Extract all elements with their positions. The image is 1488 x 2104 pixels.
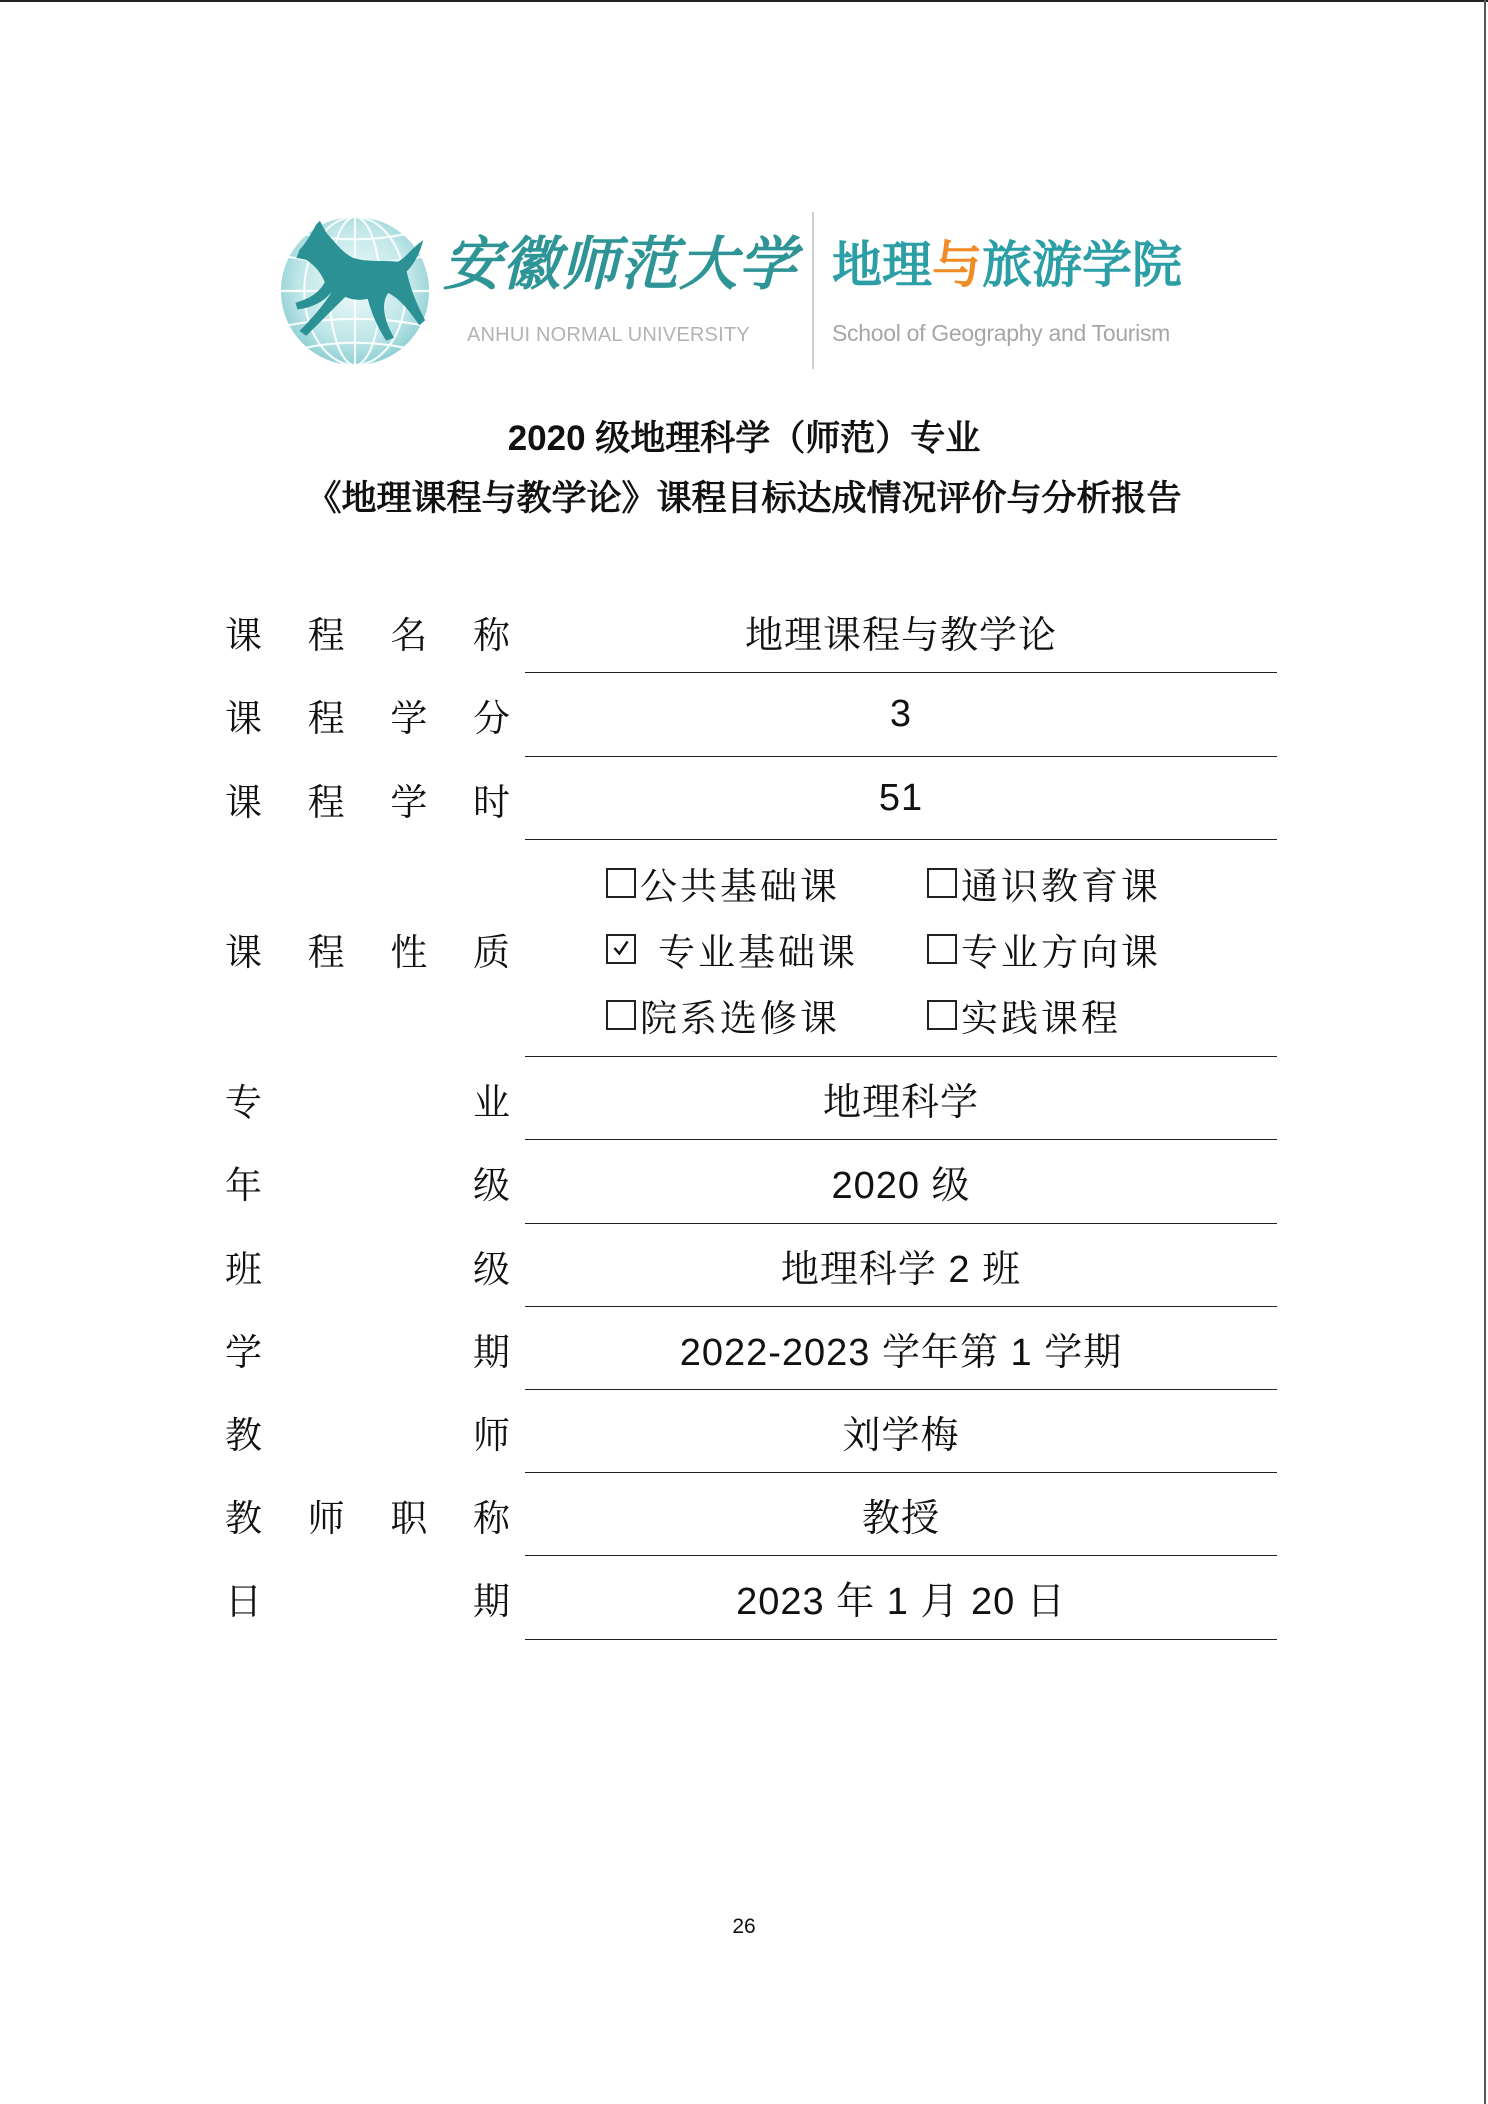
course-hours-value: 51 [525, 757, 1277, 840]
field-label [225, 1057, 510, 1140]
grade-value: 2020 级 [525, 1140, 1277, 1224]
university-name-calligraphy: 安徽师范大学 [443, 230, 798, 298]
checkbox-icon [606, 934, 636, 964]
row-teacher [225, 1390, 1277, 1473]
label-char: 程 [307, 699, 345, 740]
option-public-foundation [606, 850, 927, 916]
option-practice-course [927, 982, 1227, 1048]
report-title-line-2: 《地理课程与教学论》课程目标达成情况评价与分析报告 [306, 479, 1182, 518]
label-char: 称 [472, 615, 510, 657]
page-number: 26 [732, 1915, 756, 1938]
label-char: 学 [390, 782, 428, 824]
checkbox-icon [927, 868, 957, 898]
date-value: 2023 年 1 月 20 日 [525, 1556, 1277, 1640]
label-char: 专 [225, 1082, 262, 1124]
label-char: 学 [225, 1332, 262, 1374]
field-label [225, 1556, 510, 1640]
report-title-line-1: 2020 级地理科学（师范）专业 [507, 419, 981, 458]
label-char: 期 [473, 1332, 510, 1374]
option-label: 院系选修课 [640, 999, 840, 1040]
label-char: 职 [390, 1498, 428, 1540]
label-char: 课 [225, 615, 262, 657]
option-label: 公共基础课 [640, 867, 840, 908]
checkbox-icon [927, 934, 957, 964]
field-label [225, 673, 510, 757]
label-char: 师 [307, 1498, 345, 1540]
field-label [225, 840, 510, 1057]
row-grade [225, 1140, 1277, 1224]
field-label [225, 1224, 510, 1307]
scan-edge-right [1484, 0, 1486, 2104]
label-char: 师 [473, 1415, 510, 1457]
field-label [225, 590, 510, 673]
class-value: 地理科学 2 班 [525, 1224, 1277, 1307]
label-char: 级 [473, 1249, 510, 1291]
label-char: 年 [225, 1166, 262, 1207]
label-char: 时 [472, 782, 510, 824]
label-char: 级 [473, 1166, 510, 1207]
field-label [225, 1473, 510, 1556]
field-label [225, 1307, 510, 1390]
row-course-credits [225, 673, 1277, 757]
row-major [225, 1057, 1277, 1140]
label-char: 日 [225, 1582, 262, 1623]
university-name-english: ANHUI NORMAL UNIVERSITY [467, 324, 750, 346]
logo-divider [812, 212, 814, 369]
option-label: 实践课程 [961, 999, 1121, 1040]
option-label: 专业基础课 [658, 933, 858, 974]
label-char: 业 [473, 1082, 510, 1124]
school-name-chinese [832, 236, 1182, 294]
label-char: 教 [225, 1498, 262, 1540]
label-char: 课 [225, 782, 262, 824]
row-course-name [225, 590, 1277, 673]
label-char: 班 [225, 1249, 262, 1291]
label-char: 课 [225, 699, 262, 740]
checkbox-icon [606, 1000, 636, 1030]
label-char: 教 [225, 1415, 262, 1457]
school-name-part: 地理 [832, 236, 932, 294]
field-label [225, 1390, 510, 1473]
checkbox-icon [927, 1000, 957, 1030]
option-major-foundation [606, 916, 927, 982]
label-char: 称 [472, 1498, 510, 1540]
label-char: 质 [472, 932, 510, 974]
flying-horse-globe-icon [277, 213, 433, 369]
label-char: 性 [390, 932, 428, 974]
option-label: 专业方向课 [961, 933, 1161, 974]
option-department-elective [606, 982, 927, 1048]
label-char: 期 [473, 1582, 510, 1623]
semester-value: 2022-2023 学年第 1 学期 [525, 1307, 1277, 1390]
label-char: 程 [307, 932, 345, 974]
label-char: 课 [225, 932, 262, 974]
label-char: 程 [307, 782, 345, 824]
course-info-table [225, 590, 1277, 1640]
row-date [225, 1556, 1277, 1640]
checkmark-icon [610, 937, 632, 959]
teacher-value: 刘学梅 [525, 1390, 1277, 1473]
option-general-education [927, 850, 1227, 916]
row-course-hours [225, 757, 1277, 840]
checkbox-icon [606, 868, 636, 898]
major-value: 地理科学 [525, 1057, 1277, 1140]
scan-edge-top [0, 0, 1488, 2]
row-teacher-title [225, 1473, 1277, 1556]
label-char: 分 [472, 699, 510, 740]
option-major-direction [927, 916, 1227, 982]
row-semester [225, 1307, 1277, 1390]
school-name-part: 旅游学院 [982, 236, 1182, 294]
label-char: 名 [390, 615, 428, 657]
checkbox-grid [606, 850, 1227, 1048]
school-name-english: School of Geography and Tourism [832, 320, 1171, 346]
label-char: 学 [390, 699, 428, 740]
teacher-title-value: 教授 [525, 1473, 1277, 1556]
field-label [225, 1140, 510, 1224]
field-label [225, 757, 510, 840]
label-char: 程 [307, 615, 345, 657]
option-label: 通识教育课 [961, 867, 1161, 908]
course-nature-options [525, 840, 1277, 1057]
row-course-nature [225, 840, 1277, 1057]
course-name-value: 地理课程与教学论 [525, 590, 1277, 673]
course-credits-value: 3 [525, 673, 1277, 757]
row-class [225, 1224, 1277, 1307]
school-name-connector: 与 [932, 236, 982, 294]
